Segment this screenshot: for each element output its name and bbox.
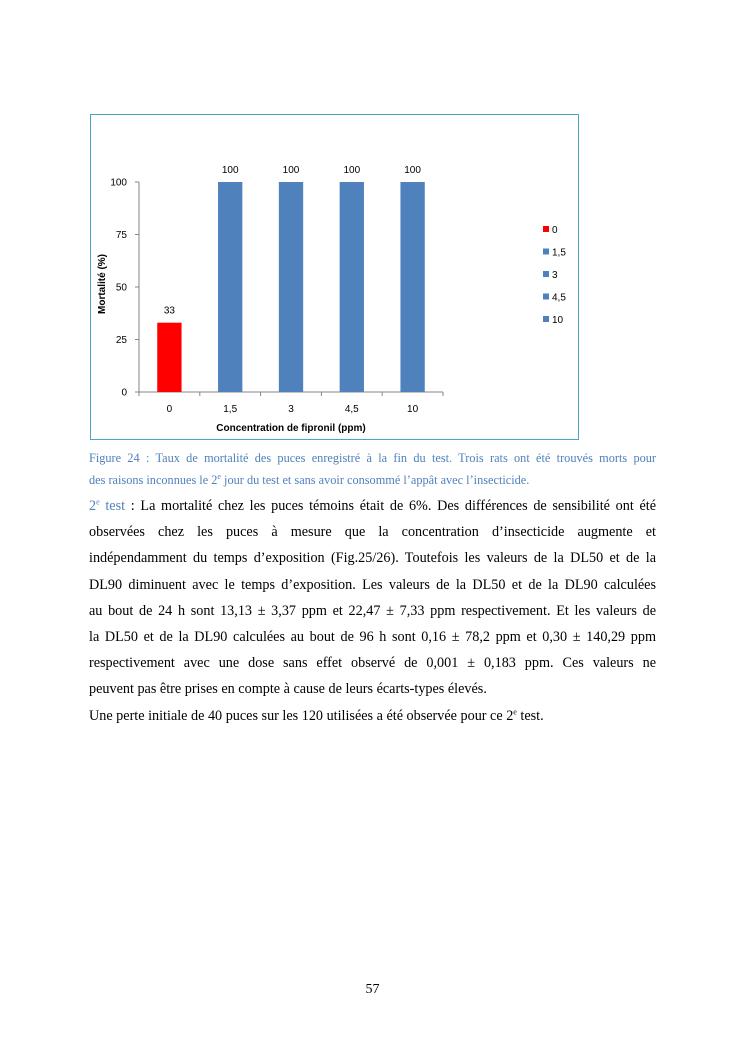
- data-label: 100: [221, 165, 239, 176]
- mortality-bar-chart: [91, 115, 580, 441]
- data-label: 33: [163, 305, 175, 317]
- paragraph-line-9-end: test.: [516, 707, 544, 724]
- caption-superscript: e: [217, 471, 221, 481]
- data-label: 100: [343, 165, 361, 176]
- figure-caption: [89, 447, 656, 491]
- x-tick-label: 0: [166, 404, 173, 415]
- paragraph-line-9-superscript: e: [513, 706, 517, 716]
- page-number: 57: [365, 982, 380, 997]
- paragraph-line-9-start: Une perte initiale de 40 puces sur les 120 utilisées a été observée pour ce 2: [89, 707, 514, 724]
- body-paragraph: [89, 493, 656, 729]
- bar: [218, 182, 242, 392]
- paragraph-line-8: peuvent pas être prises en compte à cause de leurs écarts-types élevés.: [89, 681, 487, 698]
- y-tick-label: 100: [110, 177, 127, 189]
- data-label: 100: [404, 165, 421, 176]
- x-tick-label: 3: [288, 404, 294, 415]
- paragraph-line-1-text: : La mortalité chez les puces témoins était de 6%. Des différences de sensibilité ont été: [125, 498, 656, 514]
- legend-label: 0: [552, 225, 558, 236]
- y-tick-label: 50: [115, 282, 127, 294]
- x-tick-label: 4,5: [344, 404, 359, 415]
- legend-swatch: [543, 294, 549, 300]
- legend-label: 10: [552, 315, 564, 326]
- legend-label: 1,5: [552, 247, 566, 259]
- bar: [157, 323, 181, 392]
- x-tick-label: 10: [407, 404, 419, 415]
- y-tick-label: 25: [115, 335, 127, 346]
- test-heading-word: test: [99, 498, 126, 514]
- y-tick-label: 75: [115, 230, 127, 241]
- paragraph-line-9: [89, 703, 656, 729]
- caption-line-1: Figure 24 : Taux de mortalité des puces enregistré à la fin du test. Trois rats ont été trouvés morts pour: [89, 451, 656, 465]
- legend-swatch: [543, 271, 549, 277]
- caption-line-2: [89, 469, 656, 491]
- paragraph-line-3: indépendamment du temps d’exposition (Fig.25/26). Toutefois les valeurs de la DL50 et de la: [89, 550, 656, 567]
- paragraph-line-6: la DL50 et de la DL90 calculées au bout de 96 h sont 0,16 ± 78,2 ppm et 0,30 ± 140,29 ppm: [89, 629, 656, 646]
- x-axis-title: Concentration de fipronil (ppm): [216, 423, 366, 434]
- y-tick-label: 0: [121, 387, 127, 399]
- paragraph-line-2: observées chez les puces à mesure que la concentration d’insecticide augmente et: [89, 524, 656, 541]
- test-heading-number: 2: [89, 498, 97, 514]
- test-heading-superscript: e: [96, 497, 100, 507]
- bar: [400, 182, 424, 392]
- paragraph-line-7: respectivement avec une dose sans effet observé de 0,001 ± 0,183 ppm. Ces valeurs ne: [89, 655, 656, 672]
- paragraph-line-4: DL90 diminuent avec le temps d’exposition. Les valeurs de la DL50 et de la DL90 calculées: [89, 576, 656, 593]
- caption-line-2-end: jour du test et sans avoir consommé l’appât avec l’insecticide.: [220, 473, 530, 487]
- paragraph-line-5: au bout de 24 h sont 13,13 ± 3,37 ppm et 22,47 ± 7,33 ppm respectivement. Et les valeurs de: [89, 602, 656, 619]
- legend-swatch: [543, 226, 549, 232]
- paragraph-line-1: [89, 493, 656, 519]
- legend-label: 4,5: [552, 292, 566, 304]
- y-axis-title: Mortalité (%): [97, 254, 108, 314]
- test-heading: [89, 498, 125, 514]
- caption-line-2-start: des raisons inconnues le 2: [89, 473, 218, 487]
- legend-swatch: [543, 316, 549, 322]
- legend-swatch: [543, 249, 549, 255]
- chart-frame: [90, 114, 579, 440]
- data-label: 100: [282, 165, 300, 176]
- legend-label: 3: [552, 270, 558, 281]
- x-tick-label: 1,5: [223, 404, 238, 415]
- bar: [279, 182, 303, 392]
- bar: [340, 182, 364, 392]
